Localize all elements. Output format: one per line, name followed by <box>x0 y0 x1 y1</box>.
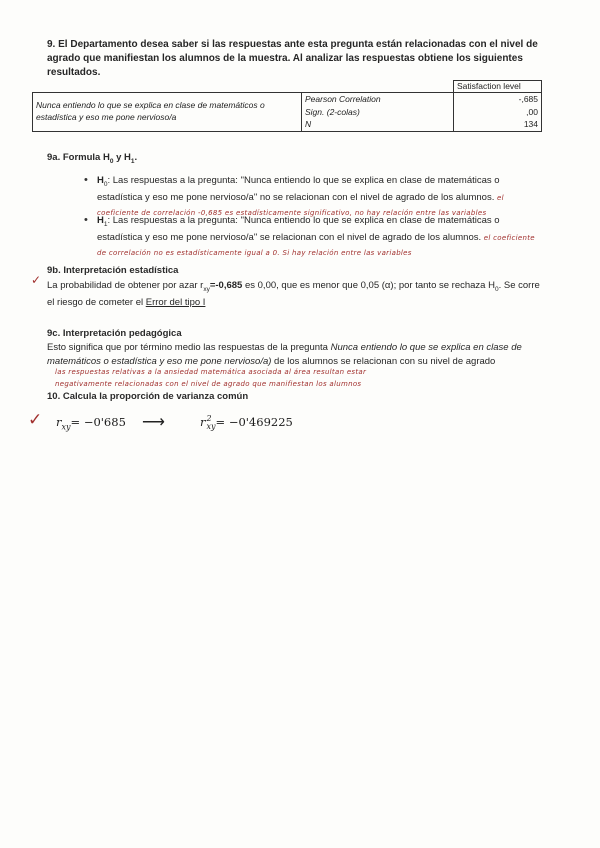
handwritten-h0-b: correlación -0,685 es estadísticamente significativo, no hay relación entre las variables <box>153 208 487 217</box>
measure-pearson: Pearson Correlation <box>305 94 381 104</box>
handwritten-h0-a: el coeficiente de <box>97 194 504 217</box>
handwritten-h1-b: no es estadísticamente igual a 0. Si hay relación entre las variables <box>153 248 412 257</box>
question-10-heading: 10. Calcula la proporción de varianza común <box>47 391 249 402</box>
hypothesis-h1: $H_1$: Las respuestas a la pregunta: "Nunca entiendo lo que se explica en clase de matemáticas o estadística y eso me pone nervioso/a" se relacionan con el nivel de agrado de los alumnos. el coeficiente de correlación no es estadísticamente igual a 0. Si hay relación entre las variables <box>97 215 535 257</box>
section-9b-text: La probabilidad de obtener por azar $r_{xy}=-0,685$ es 0,00, que es menor que 0,05 (α); por tanto se rechaza $H_0$. Se corre el riesgo de cometer el Error del tipo I <box>47 280 540 309</box>
section-9c-text: Esto significa que por término medio las respuestas de la pregunta Nunca entiendo lo que se explica en clase de matemáticos o estadística y eso me pone nervioso/a) de los alumnos se relacionan con su nivel de agrado <box>47 342 522 367</box>
column-header-satisfaction: Satisfaction level <box>454 81 542 93</box>
section-9a-title: 9a. Formula $H_0$ y $H_1$. <box>47 152 138 165</box>
handwritten-9c-line1: las respuestas relativas a la ansiedad matemática asociada al área resultan estar <box>55 368 367 376</box>
section-9c-title: 9c. Interpretación pedagógica <box>47 328 182 339</box>
bullet-h0: • <box>84 174 88 186</box>
measure-sig: Sign. (2-colas) <box>305 106 360 117</box>
value-pearson: -,685 <box>518 94 538 104</box>
bullet-h1: • <box>84 214 88 226</box>
check-mark-10: ✓ <box>28 410 43 429</box>
measure-n: N <box>305 119 312 129</box>
value-sig: ,00 <box>526 106 538 117</box>
measures-cell <box>302 93 454 132</box>
handwritten-9c-line2: negativamente relacionadas con el nivel de agrado que manifiestan los alumnos <box>55 380 362 388</box>
hypothesis-h0: $H_0$: Las respuestas a la pregunta: "Nunca entiendo lo que se explica en clase de matemáticas o estadística y eso me pone nervioso/a" no se relacionan con el nivel de agrado de los alumnos. el coeficiente de correlación -0,685 es estadísticamente significativo, no hay relación entre las variables <box>97 175 504 217</box>
arrow-icon: ⟶ <box>142 414 165 431</box>
values-cell <box>454 93 542 132</box>
handwritten-h1-a: el coeficiente de correlación <box>97 234 535 257</box>
formula-r2xy: r 2 xy = −0'469225 <box>200 414 293 431</box>
check-mark-9b: ✓ <box>31 273 42 287</box>
correlation-table <box>32 80 542 132</box>
value-n: 134 <box>523 119 538 129</box>
section-9b-title: 9b. Interpretación estadística <box>47 265 179 276</box>
question-9-heading: 9. El Departamento desea saber si las respuestas ante esta pregunta están relacionadas con el nivel de agrado que manifiestan los alumnos de la muestra. Al analizar las respuestas obtiene los siguientes resultados. <box>47 39 538 78</box>
formula-rxy: $r_{xy}= -0'685$ <box>56 415 126 432</box>
question-cell: Nunca entiendo lo que se explica en clase de matemáticos o estadística y eso me pone nervioso/a <box>33 93 302 132</box>
